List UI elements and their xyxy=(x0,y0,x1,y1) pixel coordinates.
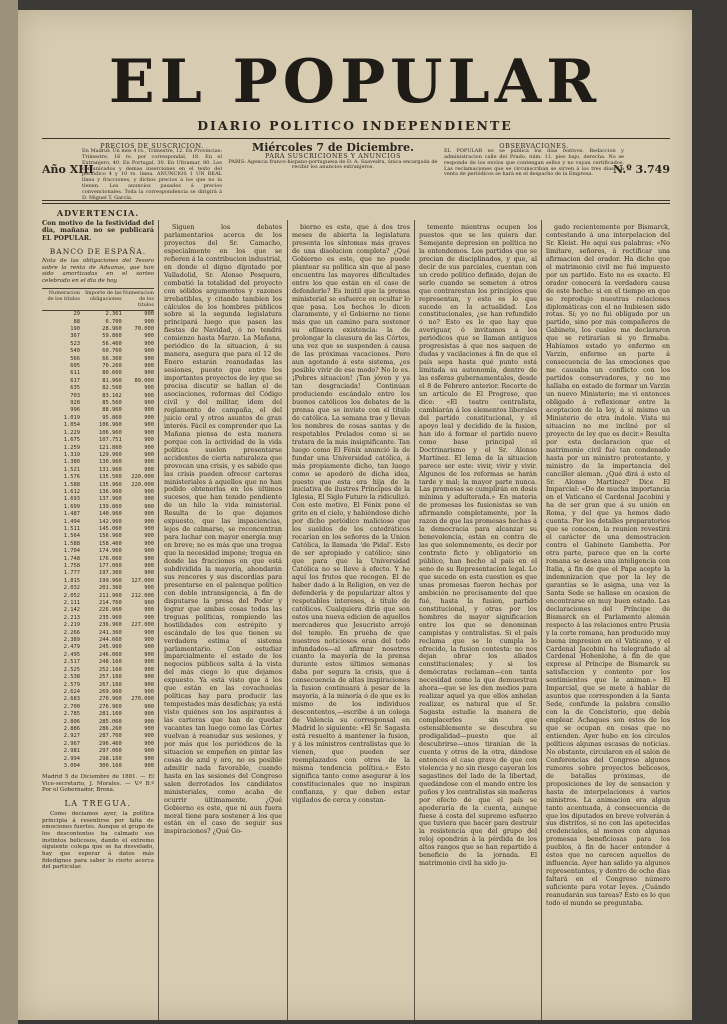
table-cell: 248.160 xyxy=(99,659,122,666)
table-cell: 900 xyxy=(144,740,154,747)
table-cell: 145.060 xyxy=(99,525,122,532)
tregua-title: LA TREGUA. xyxy=(64,798,132,808)
masthead-title: EL POPULAR xyxy=(108,47,602,117)
table-cell: 900 xyxy=(144,629,154,636)
table-cell: 900 xyxy=(144,555,154,562)
table-cell: 136.960 xyxy=(99,488,122,495)
table-cell: 137.960 xyxy=(99,496,122,503)
table-header-cell: Importe de las obligaciones xyxy=(84,290,122,302)
table-cell: 635 xyxy=(70,385,80,392)
table-cell: 900 xyxy=(144,540,154,547)
table-cell: 190 xyxy=(70,326,80,332)
table-cell: 1.693 xyxy=(63,496,80,503)
table-cell: 130.960 xyxy=(99,459,122,466)
table-cell: 106.960 xyxy=(99,429,122,436)
table-cell: 900 xyxy=(144,755,154,762)
column-rule xyxy=(158,220,159,1020)
table-cell: 227.000 xyxy=(131,622,154,629)
table-cell: 928 xyxy=(70,400,80,407)
bank-table-header xyxy=(42,288,154,311)
table-cell: 83.162 xyxy=(102,392,122,399)
table-cell: 60.760 xyxy=(102,348,122,355)
table-cell: 226.960 xyxy=(99,607,122,614)
info-bar xyxy=(42,141,670,201)
table-row xyxy=(42,659,154,666)
table-cell: 70.000 xyxy=(134,326,154,332)
ads-title: PARA SUSCRICIONES Y ANUNCIOS xyxy=(265,152,401,161)
table-cell: 89.000 xyxy=(134,377,154,384)
table-cell: 88.960 xyxy=(102,407,122,414)
table-cell: 900 xyxy=(144,348,154,355)
table-row xyxy=(42,682,154,689)
table-cell: 900 xyxy=(144,666,154,673)
table-row xyxy=(42,437,154,444)
issue-number: N.º 3.749 xyxy=(613,163,670,176)
table-row xyxy=(42,711,154,718)
table-row xyxy=(42,356,154,363)
table-cell: 1.758 xyxy=(63,563,80,569)
table-cell: 900 xyxy=(144,503,154,510)
table-cell: 900 xyxy=(144,400,154,407)
table-cell: 900 xyxy=(144,748,154,755)
table-cell: 1.748 xyxy=(63,555,80,562)
table-cell: 900 xyxy=(144,437,154,444)
table-row xyxy=(42,452,154,459)
table-row xyxy=(42,607,154,614)
table-cell: 900 xyxy=(144,659,154,666)
table-cell: 900 xyxy=(144,762,154,769)
table-row xyxy=(42,696,154,703)
table-cell: 900 xyxy=(144,414,154,421)
table-cell: 900 xyxy=(144,496,154,503)
table-cell: 286.260 xyxy=(99,725,122,732)
header-rule-top xyxy=(42,138,670,139)
header-rule-bottom xyxy=(42,200,670,201)
table-row xyxy=(42,541,154,548)
table-row xyxy=(42,615,154,622)
table-cell: 252.160 xyxy=(99,666,122,673)
prices-text: En Madrid: Un mes 4 rs., Trimestre, 12. En Provincias: Trimestre, 16 rs. por correspondal, 18. En el Extranjero, 40. En Portugal, 30. En Ultramar, 80. Los comunicados y demas inserciones en el texto del periódico 4 y 10 rs. línea. ANUNCIOS 1 UN REAL línea y fracciones, y dichos precios á los que no la tienen. Los anuncios pasados á precios convencionales. Toda la correspondencia se dirigirá á D. Miguel T. García. xyxy=(82,148,222,201)
table-cell: 107.751 xyxy=(99,437,122,444)
column-4 xyxy=(419,224,537,868)
table-row xyxy=(42,504,154,511)
table-cell: 1.588 xyxy=(63,540,80,547)
table-row xyxy=(42,370,154,377)
table-cell: 900 xyxy=(144,733,154,740)
table-row xyxy=(42,385,154,392)
table-cell: 29 xyxy=(73,311,80,318)
table-cell: 2.361 xyxy=(105,311,122,318)
table-cell: 900 xyxy=(144,548,154,555)
table-cell: 270.960 xyxy=(99,696,122,703)
table-row xyxy=(42,689,154,696)
table-cell: 900 xyxy=(144,488,154,495)
table-cell: 1.576 xyxy=(63,474,80,481)
table-cell: 900 xyxy=(144,429,154,436)
article-text: temente mientras ocupen los puestos que se les quiera dar. Semejante depresion en política no la entendemos. Los partidos que se precian de disciplinados, y que, al decir de sus parciales, cuentan con un credo político definido, dejan de serlo cuando se someten á otros que contrarestan los principios que representan, y esto es lo que sucede en la actualidad. Los constitucionales, ¿se han refundido ó no? Esto es lo que hay que averiguar, ó invitamos á los periódicos que se llaman antiguos progresistas á que nos saquen de dudas y vacilaciones á fin de que el país sepa hasta qué punto está limitada su autonomía, dentro de las esferas gubernamentales, desde el 8 de Febrero anterior. Recorte de un artículo de El Progreso, que dice: «El teatro centralista, cambiarán á los elementos liberales del partido constitucional, y el apoyo leal y decidido de la fusion, han ido á formar el partido nuevo como base principal el Doctrinarismo y el Sr. Alonso Martínez. El lema de la situacion parece ser este: vivir, vivir y vivir. Algunos de los reformas se harán tarde y mal; la mayor parte nunca. Las promesas se cumplirán en dosis mínima y adulterada.» En materia de promesas los fusionistas se van afirmando completamente, por la razon de que las promesas hechas á la democracia para alcanzar su benevolencia, están en contra de las que solemnemente, es decir por contrato ficto y obligatorio en público, han hecho al país en el seno de su Representacion legal. Lo que sucede en esta cuestion es que unas promesas fueron hechas por ambición no precisamente del que fué, hasta la fusion, partido constitucional, y otras por los hombres de mayor significacion entre los que se denominan campistas y centralistas. Si el país reclama que se le cumpla lo ofrecido, la fusion contesta: no nos dejan obrar los aliados constitucionales; y si los demócratas reclaman—con tanta necesidad como la que demuestran ahora—que se les den medios para realizar aquel ya que ellos anhelan realizar, es natural que el Sr. Sagasta estudie la manera de complacerles sin que ostensiblemente se descubra su prodigalidad—puesto que al descubrirse—unos tiranían de la cuenta y otros de la otra, dándose entonces el caso grave de que con violencia y no sin riesgo cayeran los sagastinos del lado de la libertad, quedándose con el mando entre los puños y los centralistas sin mañeras por efecto de que el país se apoderaría de la cuenta, aunque fuese á costa del supremo esfuerzo que tuviera que hacer para destruir la resistencia que del grupo del reloj opondrán á la pérdida de los altos rangos que se han repartido á beneficio de la jornada. El matrimonio civil ha sido ju- xyxy=(419,223,537,868)
column-5 xyxy=(546,224,670,908)
table-cell: 900 xyxy=(144,688,154,695)
table-row xyxy=(42,474,154,481)
table-cell: 900 xyxy=(144,311,154,318)
table-cell: 220.000 xyxy=(131,481,154,488)
table-cell: 2.579 xyxy=(63,681,80,688)
table-row xyxy=(42,600,154,607)
table-cell: 2.624 xyxy=(63,688,80,695)
table-cell: 2.967 xyxy=(63,740,80,747)
table-cell: 900 xyxy=(144,407,154,414)
table-row xyxy=(42,667,154,674)
table-cell: 900 xyxy=(144,340,154,347)
table-cell: 900 xyxy=(144,600,154,607)
table-row xyxy=(42,445,154,452)
table-row xyxy=(42,726,154,733)
table-cell: 2.495 xyxy=(63,651,80,658)
table-cell: 212.000 xyxy=(131,592,154,599)
table-cell: 703 xyxy=(70,392,80,399)
table-cell: 367 xyxy=(70,333,80,340)
table-row xyxy=(42,637,154,644)
bank-note: Nota de las obligaciones del Tesoro sobre la renta de Aduanas, que han sido amortizadas en el sorteo celebrado en el dia de hoy. xyxy=(42,258,154,284)
bank-table-body xyxy=(42,311,154,770)
table-cell: 95.860 xyxy=(102,414,122,421)
table-cell: 2.525 xyxy=(63,666,80,673)
table-cell: 523 xyxy=(70,340,80,347)
table-cell: 566 xyxy=(70,355,80,362)
table-cell: 139.860 xyxy=(99,503,122,510)
table-cell: 1.815 xyxy=(63,577,80,584)
header-rule-bottom-2 xyxy=(42,203,670,204)
table-cell: 285.060 xyxy=(99,718,122,725)
table-cell: 617 xyxy=(70,377,80,384)
table-row xyxy=(42,578,154,585)
table-cell: 287.760 xyxy=(99,733,122,740)
table-cell: 298.160 xyxy=(99,755,122,762)
table-cell: 2.785 xyxy=(63,711,80,718)
table-cell: 177.060 xyxy=(99,563,122,569)
table-cell: 2.994 xyxy=(63,755,80,762)
table-cell: 900 xyxy=(144,614,154,621)
table-cell: 1.521 xyxy=(63,466,80,473)
table-row xyxy=(42,763,154,770)
table-cell: 245.960 xyxy=(99,644,122,651)
table-cell: 900 xyxy=(144,637,154,644)
table-cell: 996 xyxy=(70,407,80,414)
table-row xyxy=(42,719,154,726)
table-cell: 59.860 xyxy=(102,333,122,340)
table-cell: 900 xyxy=(144,444,154,451)
table-cell: 81.960 xyxy=(102,377,122,384)
table-row xyxy=(42,333,154,340)
table-cell: 197.360 xyxy=(99,570,122,577)
column-rule xyxy=(541,220,542,1020)
table-cell: 1.588 xyxy=(63,481,80,488)
bank-title: BANCO DE ESPAÑA. xyxy=(49,247,147,257)
table-cell: 121.860 xyxy=(99,444,122,451)
table-cell: 3.004 xyxy=(63,762,80,769)
table-cell: 244.660 xyxy=(99,637,122,644)
table-cell: 1.259 xyxy=(63,444,80,451)
table-cell: 1.054 xyxy=(63,422,80,429)
table-cell: 900 xyxy=(144,370,154,377)
table-cell: 88 xyxy=(73,318,80,325)
table-cell: 201.360 xyxy=(99,585,122,592)
table-row xyxy=(42,341,154,348)
table-cell: 2.927 xyxy=(63,733,80,740)
observations-box xyxy=(444,141,624,197)
column-1 xyxy=(42,210,154,871)
table-cell: 1.511 xyxy=(63,525,80,532)
table-cell: 900 xyxy=(144,363,154,370)
masthead-subtitle: DIARIO POLITICO INDEPENDIENTE xyxy=(197,118,513,133)
table-cell: 900 xyxy=(144,518,154,525)
table-header-cell: Numeracion de los títulos xyxy=(122,290,154,308)
table-cell: 1.494 xyxy=(63,518,80,525)
article-text: Siguen los debates parlamentarios acerca de los proyectos del Sr. Camacho, especialmente en los que se refieren á la contribucion industrial, en donde el digno diputado por Valladolid, Sr. Alonso Pesquera, combatió la totalidad del proyecto con sólidos argumentos y razones irrebatibles, y citando tambien los cálculos de los hombres públicos sobre si la segunda legislatura principará luego que pasen las fiestas de Navidad, ó no tendrá comienzo hasta Marzo. La Mañana, periódico de la situacion, á su manera, asegura que para el 12 de Enero estarán reanudadas las sesiones, puesto que entre los importantes proyectos de ley que se precisa discutir se hallan el de asociaciones, reformas del Código civil y del militar, idem del reglamento de campaña, el del juicio oral y otros asuntos de gran interés. Fácil es comprender que La Mañana piensa de esta manera porque con la actividad de la vida política suelen presentarse accidentes de cierta naturaleza que provocan una crisis, y es sabido que las crisis pueden ofrecer carteras ministeriales á aquellos que no han podido obtenerlas en los últimos sucesos, que han tenido pendiente de un hilo la vida ministerial. Resulta de lo que dejamos expuesto, que las impaciencias, lejos de calmarse, se reconcentran para luchar con mayor energía muy en breve; no es más que una tregua que la necesidad impone; tregua en donde las fracciones en que está subdividida la mayoría, ahondarán sus rencores y sus discordias para presentarse en el palenque político con doble intransigencia, á fin de disputarse la presa del Poder y lograr que ambas cosas todas las treguas políticas, rompiendo las hostilidades con estrépito y escándalo de los que tienen su verdadera estima el sistema parlamentario. Con estudiar imparcialmente el estado de los negocios públicos salta á la vista del más ciego lo que dejamos expuesto. Ya está visto que á los que están en las covachuelas políticas hay para producir las tempestades más desdichas; ya está visto quiénes son los aspirantes á las carteras que han de quedar vacantes tan luego como las Córtes vuelvan á reanudar sus sesiones, y por más que los periódicos de la situacion se empeñen en pintar las cosas de azul y oro, no es posible admitir nada favorable, cuando hasta en las sesiones del Congreso salen derrotados los candidatos ministeriales, como acaba de ocurrir últimamente. ¿Qué Gobierno es este, que ni aun fuera moral tiene para sostener á los que están en el caso de seguir sus inspiraciones? ¿Qué Go- xyxy=(164,223,282,836)
table-cell: 176.060 xyxy=(99,555,122,562)
table-row xyxy=(42,519,154,526)
table-cell: 900 xyxy=(144,459,154,466)
table-row xyxy=(42,319,154,326)
issue-date: Miércoles 7 de Diciembre. xyxy=(252,141,414,154)
table-row xyxy=(42,533,154,540)
table-cell: 605 xyxy=(70,363,80,370)
table-row xyxy=(42,733,154,740)
table-cell: 2.052 xyxy=(63,592,80,599)
table-cell: 211.960 xyxy=(99,592,122,599)
table-cell: 1.019 xyxy=(63,414,80,421)
table-cell: 214.760 xyxy=(99,600,122,607)
table-cell: 236.960 xyxy=(99,622,122,629)
table-cell: 297.060 xyxy=(99,748,122,755)
table-cell: 1.319 xyxy=(63,451,80,458)
table-row xyxy=(42,348,154,355)
prices-title: PRECIOS DE SUSCRICION. xyxy=(100,142,204,150)
table-cell: 2.683 xyxy=(63,696,80,703)
table-row xyxy=(42,422,154,429)
table-cell: 269.960 xyxy=(99,688,122,695)
table-cell: 85.560 xyxy=(102,400,122,407)
table-cell: 276.960 xyxy=(99,703,122,710)
table-cell: 6.700 xyxy=(105,318,122,325)
table-cell: 900 xyxy=(144,585,154,592)
table-cell: 2.032 xyxy=(63,585,80,592)
table-cell: 106.960 xyxy=(99,422,122,429)
table-cell: 1.777 xyxy=(63,570,80,577)
advert-text: Con motivo de la festividad del dia, mañana no se publicará EL POPULAR. xyxy=(42,218,154,242)
table-row xyxy=(42,570,154,577)
table-cell: 267.160 xyxy=(99,681,122,688)
table-row xyxy=(42,741,154,748)
table-cell: 900 xyxy=(144,533,154,540)
table-row xyxy=(42,467,154,474)
table-cell: 235.960 xyxy=(99,614,122,621)
table-cell: 199.960 xyxy=(99,577,122,584)
table-cell: 70.260 xyxy=(102,363,122,370)
table-cell: 2.517 xyxy=(63,659,80,666)
table-cell: 2.111 xyxy=(63,600,80,607)
table-cell: 135.960 xyxy=(99,481,122,488)
table-cell: 900 xyxy=(144,570,154,577)
table-cell: 1.487 xyxy=(63,511,80,518)
table-cell: 900 xyxy=(144,525,154,532)
table-row xyxy=(42,511,154,518)
prices-box xyxy=(82,141,222,201)
table-cell: 300.160 xyxy=(99,762,122,769)
page-binding-edge xyxy=(0,0,18,1024)
table-cell: 82.560 xyxy=(102,385,122,392)
table-cell: 900 xyxy=(144,651,154,658)
table-row xyxy=(42,378,154,385)
table-row xyxy=(42,622,154,629)
table-row xyxy=(42,407,154,414)
column-3 xyxy=(292,224,410,805)
table-cell: 2.538 xyxy=(63,674,80,681)
table-row xyxy=(42,652,154,659)
table-cell: 140.960 xyxy=(99,511,122,518)
table-cell: 56.460 xyxy=(102,340,122,347)
table-row xyxy=(42,489,154,496)
column-rule xyxy=(287,220,288,1020)
table-cell: 1.380 xyxy=(63,459,80,466)
table-cell: 611 xyxy=(70,370,80,377)
advert-title: ADVERTENCIA. xyxy=(56,208,140,218)
bank-footer: Madrid 5 de Diciembre de 1881. — El Vice-secretario, J. Morales. — V.º B.º Por el Gobernador, Brena. xyxy=(42,774,154,794)
table-cell: 257.160 xyxy=(99,674,122,681)
table-row xyxy=(42,459,154,466)
table-cell: 129.960 xyxy=(99,451,122,458)
table-cell: 281.160 xyxy=(99,711,122,718)
table-cell: 2.142 xyxy=(63,607,80,614)
table-cell: 296.460 xyxy=(99,740,122,747)
table-row xyxy=(42,548,154,555)
table-cell: 2.806 xyxy=(63,718,80,725)
table-cell: 135.560 xyxy=(99,474,122,481)
table-cell: 2.389 xyxy=(63,637,80,644)
table-cell: 900 xyxy=(144,711,154,718)
table-row xyxy=(42,393,154,400)
table-cell: 2.886 xyxy=(63,725,80,732)
table-row xyxy=(42,585,154,592)
year-label: Año XIII xyxy=(42,163,94,176)
table-header-cell: Numeracion de los títulos xyxy=(47,290,80,302)
table-row xyxy=(42,593,154,600)
article-text: gado recientemente por Bismarck, contestando á una interpelacion del Sr. Kleist. He aquí sus palabras: «No limitare, señores, á rectificar una afirmacion del orador. Ha dicho que el matrimonio civil me fué impuesto por un partido. Esto no es exacto. El orador conocerá la verdadera causa de este hecho: si en el tiempo en que se reprodujo nuestras relaciones diplomáticas con el no hubiesen sido rotas. Sí; yo no fui obligado por un partido, sino por mis compañeros de Gabinete, los cuales me declararon que se retirarían si yo firmaba. Habíamos estado yo enfermo en Varzin, enfermo en parte á consecuencia de las emociones que me causaba un conflicto con los partidos conservadores, y no me hallaba en estado de formar un Varzin un nuevo Ministerio; me vi entonces obligado á reflexionar entre la aceptacion de la ley, á sí mismo un Ministerio de otra índole. Vista mi situacion no me incliné por el proyecto de ley que es decir.» Resulta por esta declaracion que el matrimonio civil fué tan condenado hasta por un ministro protestante, y ministro de la importancia del canciller aleman. ¿Qué dirá á esto el Sr. Alonso Martínez? Dice El Imparcial: «De de mucha importancia en el Vaticano el Cardenal Jacobini y ha de ser gran que á su unión en Roma, y del que ya hemos dado cuenta. Por los detalles preparatorios que se conocen, la reunion revestirá el carácter de una demostracion contra el Gabinete Gambetta. Por otra parte, parece que en la corte romana se desea una inteligencia con Italia, á fin de que el Papa acepte la indemnizacion que por la ley de garantías se le asigna, una vez la Santa Sede se hallase en ocasion de encontrarse en muy buen estado. Las declaraciones del Príncipe de Bismarck en el Parlamento alemán respecto á las relaciones entre Prusia y la corte romana, han producido muy buena impresion en el Vaticano, y el Cardenal Jacobini ha telegrafiado al Cardenal Hohenlohe, á fin de que exprese al Príncipe de Bismarck su satisfaccion y contento por los sentimientos que le animan.» El Imparcial, que se mete á hablar de asuntos que corresponden á la Santa Sede, confunde la palabra consilio con la de Concistorio, que debía emplear. Achaques son estos de los que se ocupan en cosas que no entienden. Ayer hubo en los círculos políticos algunas escasas de noticias. No obstante, circularon en el salon de Conferencias del Congreso algunos rumores sobre proyectos belicosos, de batallas próximas, de proposiciones de ley de sensacion y hasta de interpelaciones á varios ministros. La animacion era algun tanto acentuada, á consecuencia de que los diputados en breve volverán á sus distritos, si no con las apetecidas credenciales, al menos con algunas promesas beneficiosas para los pueblos, á fin de hacer entender á éstos que no carecen aquellos de influencia. Ayer han salido ya algunos representantes, y dentro de ocho dias faltará en el Congreso número suficiente para votar leyes. ¿Cuándo reanudarán sus tareas? Esto es lo que todo el mundo se preguntaba. xyxy=(546,223,670,908)
observations-text: EL POPULAR no se publica los dias festivos. Redaccion y administracion calle del Prado, núm. 11, piso bajo, derecha. No se responde de los envíos que contengan sellos y no vayan certificados. Las reclamaciones que se circunscriban se sirven á los tres dias. La venta de periódicos se hará en el despacho de la Empresa. xyxy=(444,148,624,178)
table-cell: 156.960 xyxy=(99,533,122,540)
table-cell: 80.660 xyxy=(102,370,122,377)
table-cell: 2.219 xyxy=(63,622,80,629)
table-row xyxy=(42,756,154,763)
table-cell: 900 xyxy=(144,725,154,732)
table-row xyxy=(42,326,154,333)
newspaper-page xyxy=(18,10,692,1020)
table-row xyxy=(42,630,154,637)
table-row xyxy=(42,704,154,711)
table-cell: 2.213 xyxy=(63,614,80,621)
table-cell: 900 xyxy=(144,318,154,325)
column-rule xyxy=(414,220,415,1020)
table-row xyxy=(42,563,154,570)
table-cell: 2.981 xyxy=(63,748,80,755)
table-cell: 220.000 xyxy=(131,474,154,481)
observations-title: OBSERVACIONES. xyxy=(499,142,569,150)
table-row xyxy=(42,415,154,422)
table-cell: 142.960 xyxy=(99,518,122,525)
table-cell: 241.360 xyxy=(99,629,122,636)
table-cell: 900 xyxy=(144,355,154,362)
table-row xyxy=(42,400,154,407)
table-cell: 900 xyxy=(144,511,154,518)
table-cell: 900 xyxy=(144,451,154,458)
table-row xyxy=(42,430,154,437)
ads-text: PARIS: Agencia franco-hispano-portuguesa de D. A. Saavedra, única encargada de recibir los anuncios extranjeros. xyxy=(228,158,438,171)
table-row xyxy=(42,556,154,563)
table-cell: 540 xyxy=(70,348,80,355)
table-cell: 900 xyxy=(144,333,154,340)
table-cell: 28.960 xyxy=(102,326,122,332)
column-2 xyxy=(164,224,282,836)
table-row xyxy=(42,363,154,370)
table-cell: 2.700 xyxy=(63,703,80,710)
table-cell: 131.960 xyxy=(99,466,122,473)
table-cell: 1.675 xyxy=(63,437,80,444)
table-cell: 2.266 xyxy=(63,629,80,636)
article-text: bierno es este, que á dos tres meses de abierta la legislatura presenta los síntomas más graves de una disolucion completa? ¿Qué Gobierno es este, que no puede plantear su política sin que al paso encuentra las mayores dificultades entre los que están en el caso de defenderle? Es inútil que la prensa ministerial se esfuerce en ocultar lo que pasa. Los hechos lo dicen claramente, y el Gobierno no tiene más que un camino para sostener su efímera existencia: la de prolongar la clausura de las Córtes, una vez que se suspenden á causa de las próximas vacaciones. Pero aun agotando á este sistema, ¿es posible vivir de ese modo? No lo es. ¡Pobres situacion! ¡Tan jóven y ya tan desgraciada! Continúan produciendo escándalo entre los buenos católicos los debates de la prensa que se inviste con el título de católica. La semana trae y llevan los nombres de cosas santas y de respetables Prelados como si se tratara de la más insignificante. Tan luego como El Fénix anunció la de fundar una Universidad católica, á más propiamente dicho, tan luego como se apoderó de dicha idea, puesto que esta era hija de la iniciativa de ilustres Príncipes de la Iglesia, El Siglo Futuro la ridiculizó. Con este motivo, El Fénix pone el grito en el cielo, y habiéndose dicho por dicho periódico malicioso que los sueldos de los catedráticos rocarían en los señores de la Union Católica, la llamada 'de Pidal'. Esto de ser apropiado y católico; sino que para que la Universidad Católica no se lleve á efecto. Y he aquí los frutos que recogen. El de haber dado á la Religion, en vez de defenderla y de popularizar altos y respetables intereses, á título de católicos. Cualquiera diría que son estos una nueva edicion de aquellos mercaderes que Jesucristo arrojó del templo. En prueba de que nuestros noticiosos eran del todo infundados—al afirmar nosotros cuanto la mayoría de la prensa durante estos últimos semanas daba por segura la crisis, que á consecuencia de altas inspiraciones la fusion continuará á pesar de la mayoría, á la minoría ó de que es lo mismo de los individuos descontentos,—escribe á un colega de Valencia su corresponsal en Madrid lo siguiente: «El Sr. Sagasta está resuelto á mantener la fusion, y á los ministros centralistas que lo vienen, que pueden ser reemplazados con otros de la misma tendencia política.» Esto significa tanto como asegurar á los constitucionales que no inspiran confianza, y que deben estar vigilados de cerca y constan- xyxy=(292,223,410,804)
table-row xyxy=(42,482,154,489)
table-cell: 900 xyxy=(144,674,154,681)
table-cell: 900 xyxy=(144,392,154,399)
date-box xyxy=(228,141,438,197)
table-row xyxy=(42,496,154,503)
table-cell: 158.460 xyxy=(99,540,122,547)
table-row xyxy=(42,674,154,681)
table-cell: 1.704 xyxy=(63,548,80,555)
table-cell: 900 xyxy=(144,385,154,392)
table-cell: 2.479 xyxy=(63,644,80,651)
table-cell: 900 xyxy=(144,563,154,569)
table-cell: 900 xyxy=(144,644,154,651)
table-row xyxy=(42,748,154,755)
table-cell: 1.564 xyxy=(63,533,80,540)
table-cell: 246.060 xyxy=(99,651,122,658)
table-cell: 66.360 xyxy=(102,355,122,362)
table-cell: 900 xyxy=(144,422,154,429)
table-row xyxy=(42,644,154,651)
table-cell: 900 xyxy=(144,681,154,688)
table-cell: 900 xyxy=(144,718,154,725)
table-cell: 1.229 xyxy=(63,429,80,436)
table-row xyxy=(42,526,154,533)
table-cell: 174.960 xyxy=(99,548,122,555)
table-row xyxy=(42,311,154,318)
table-cell: 900 xyxy=(144,703,154,710)
table-cell: 127.000 xyxy=(131,577,154,584)
table-cell: 270.000 xyxy=(131,696,154,703)
table-cell: 1.699 xyxy=(63,503,80,510)
tregua-text: Como deciamos ayer, la política principia á resentirse por falta de emociones fuertes. Aunque el grupo de los descontentos ha calmado sus instintos belicosos, dando el extremo siguiente colega que se ha desvelado, hay que esperar á datos más fidedignos para saber lo cierto acerca del particular. xyxy=(42,810,154,871)
table-cell: 1.612 xyxy=(63,488,80,495)
table-cell: 900 xyxy=(144,466,154,473)
table-cell: 900 xyxy=(144,607,154,614)
